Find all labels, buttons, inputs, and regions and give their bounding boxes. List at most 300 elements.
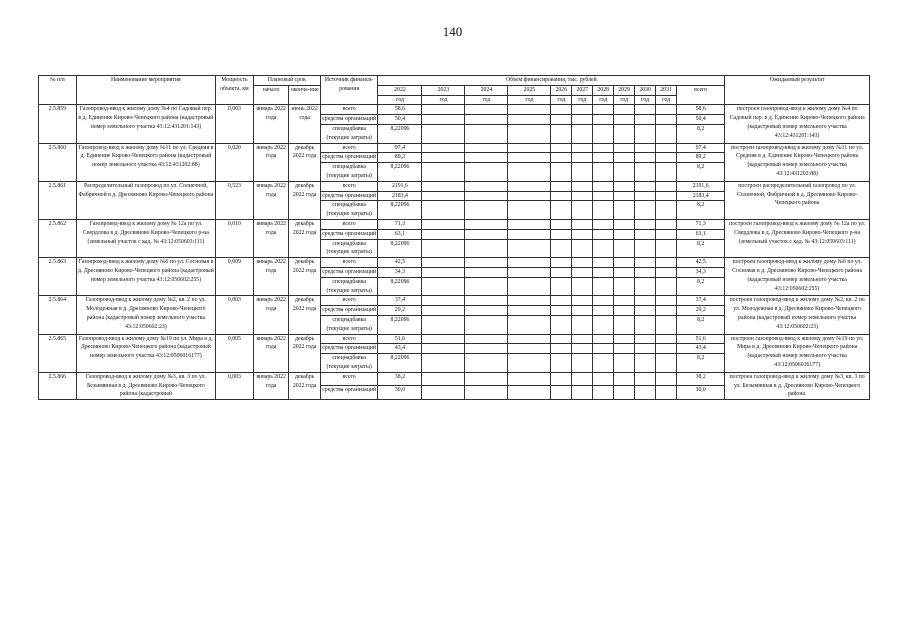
row-year-empty — [422, 354, 465, 373]
row-year-empty — [593, 201, 614, 220]
row-start: январь 2022 года — [253, 181, 289, 219]
row-year-empty — [656, 344, 677, 354]
row-year-empty — [551, 277, 572, 296]
row-year-empty — [508, 229, 551, 239]
row-name: Газопровод-ввод к жилому дому №3, кв. 3 по ул. Безымянная в д. Дресвяново Кирово-Чепецкого района (кадастровый — [76, 372, 215, 399]
row-year-empty — [508, 315, 551, 334]
row-2022-total: 37,4 — [378, 296, 422, 306]
row-year-empty — [635, 344, 656, 354]
row-2022-total: 2191,6 — [378, 181, 422, 191]
row-year-empty — [422, 124, 465, 143]
table-header — [39, 76, 870, 105]
row-year-empty — [422, 334, 465, 344]
row-year-empty — [465, 258, 508, 268]
row-sum-total: 42,5 — [677, 258, 725, 268]
row-year-empty — [551, 191, 572, 201]
row-year-empty — [551, 229, 572, 239]
row-year-empty — [635, 124, 656, 143]
row-end: декабрь 2022 года — [289, 219, 320, 257]
row-sum-total: 38,2 — [677, 372, 725, 386]
row-year-empty — [422, 181, 465, 191]
header-name: Наименование мероприятия — [76, 76, 215, 105]
row-source-org: средства организаций — [320, 153, 378, 163]
row-year-empty — [593, 334, 614, 344]
row-year-empty — [593, 258, 614, 268]
row-sum-org: 63,1 — [677, 229, 725, 239]
row-2022-total: 38,2 — [378, 372, 422, 386]
row-year-empty — [614, 296, 635, 306]
row-year-empty — [593, 386, 614, 400]
row-2022-special: 8,22096 — [378, 354, 422, 373]
row-source-org: средства организаций — [320, 115, 378, 125]
row-start: январь 2022 года — [253, 296, 289, 334]
row-year-empty — [551, 315, 572, 334]
row-2022-special: 8,22096 — [378, 277, 422, 296]
header-year-unit: год — [378, 95, 422, 105]
row-year-empty — [593, 354, 614, 373]
row-name: Газопровод-ввод к жилому дому № 12а по ул. Свердлова в д. Дресвяново Кирово-Чепецкого р-на (земельный участок с кад. № 43:12:050603:111) — [76, 219, 215, 257]
row-year-empty — [614, 191, 635, 201]
row-year-empty — [614, 354, 635, 373]
row-year-empty — [614, 219, 635, 229]
row-source-org: средства организаций — [320, 267, 378, 277]
row-source-all: всего — [320, 372, 378, 386]
row-year-empty — [465, 277, 508, 296]
header-year-unit: год — [614, 95, 635, 105]
row-year-empty — [614, 386, 635, 400]
row-sum-total: 97,4 — [677, 143, 725, 153]
row-number: 2.5.863 — [39, 258, 77, 296]
row-year-empty — [551, 201, 572, 220]
row-year-empty — [508, 143, 551, 153]
row-year-empty — [465, 153, 508, 163]
header-year-unit: год — [593, 95, 614, 105]
row-year-empty — [465, 201, 508, 220]
table-row — [39, 372, 870, 386]
row-year-empty — [635, 191, 656, 201]
row-sum-org: 30,0 — [677, 386, 725, 400]
row-result: построен газопровод-ввод к жилому дому №11 по ул. Средняя в д. Единение Кирово-Чепецкого района (кадастровый номер земельного участка 43:12:431202:88) — [725, 143, 870, 181]
row-year-empty — [656, 229, 677, 239]
row-year-empty — [614, 306, 635, 316]
row-year-empty — [614, 153, 635, 163]
row-year-empty — [656, 386, 677, 400]
row-sum-org: 34,3 — [677, 267, 725, 277]
row-2022-special: 8,22096 — [378, 163, 422, 182]
table-row — [39, 181, 870, 191]
row-year-empty — [422, 372, 465, 386]
row-year-empty — [508, 277, 551, 296]
row-year-empty — [635, 143, 656, 153]
row-year-empty — [465, 163, 508, 182]
row-year-empty — [508, 191, 551, 201]
row-end: июнь 2022 года — [289, 105, 320, 143]
row-year-empty — [656, 219, 677, 229]
header-year: 2029 — [614, 85, 635, 95]
row-end: декабрь 2022 года — [289, 334, 320, 372]
row-power: 0,003 — [216, 296, 254, 334]
row-2022-special: 8,22096 — [378, 124, 422, 143]
row-year-empty — [635, 153, 656, 163]
row-year-empty — [635, 315, 656, 334]
row-year-empty — [614, 239, 635, 258]
row-year-empty — [465, 229, 508, 239]
row-year-empty — [422, 315, 465, 334]
row-year-empty — [656, 153, 677, 163]
table-row — [39, 296, 870, 306]
row-year-empty — [465, 115, 508, 125]
row-year-empty — [465, 219, 508, 229]
row-year-empty — [551, 181, 572, 191]
row-source-special: спецнадбавка (текущие затраты) — [320, 315, 378, 334]
row-sum-total: 71,3 — [677, 219, 725, 229]
row-year-empty — [614, 258, 635, 268]
row-year-empty — [422, 344, 465, 354]
row-sum-org: 89,2 — [677, 153, 725, 163]
row-year-empty — [508, 344, 551, 354]
row-year-empty — [422, 306, 465, 316]
row-year-empty — [593, 239, 614, 258]
header-term-end: оконча-ние — [289, 85, 320, 105]
row-source-special: спецнадбавка (текущие затраты) — [320, 277, 378, 296]
row-start: январь 2022 года — [253, 334, 289, 372]
row-end: декабрь 2022 года — [289, 296, 320, 334]
row-year-empty — [614, 143, 635, 153]
row-year-empty — [572, 354, 593, 373]
row-year-empty — [593, 115, 614, 125]
row-year-empty — [572, 277, 593, 296]
row-2022-org: 43,4 — [378, 344, 422, 354]
row-year-empty — [614, 115, 635, 125]
row-name: Газопровод-ввод к жилому дому №2, кв. 2 по ул. Молодежная в д. Дресвяново Кирово-Чепецкого района (кадастровый номер земельного участка 43:12:050602:23) — [76, 296, 215, 334]
row-end: декабрь 2022 года — [289, 258, 320, 296]
row-year-empty — [465, 315, 508, 334]
row-end: декабрь 2022 года — [289, 372, 320, 399]
row-sum-org: 43,4 — [677, 344, 725, 354]
row-sum-org: 29,2 — [677, 306, 725, 316]
row-2022-org: 50,4 — [378, 115, 422, 125]
row-2022-org: 29,2 — [378, 306, 422, 316]
row-year-empty — [508, 153, 551, 163]
row-result: построен газопровод-ввод к жилому дому №2, кв. 2 по ул. Молодежная в д. Дресвяново Кирово-Чепецкого района (кадастровый номер земельного участка 43:12:050602:23) — [725, 296, 870, 334]
row-year-empty — [593, 315, 614, 334]
table-row — [39, 219, 870, 229]
row-2022-org: 2183,4 — [378, 191, 422, 201]
row-year-empty — [551, 354, 572, 373]
row-source-all: всего — [320, 143, 378, 153]
header-year: 2026 — [551, 85, 572, 95]
row-sum-total: 37,4 — [677, 296, 725, 306]
row-year-empty — [614, 315, 635, 334]
row-year-empty — [508, 354, 551, 373]
row-year-empty — [422, 239, 465, 258]
row-year-empty — [593, 344, 614, 354]
header-year: 2031 — [656, 85, 677, 95]
row-year-empty — [551, 372, 572, 386]
row-year-empty — [508, 334, 551, 344]
header-year-unit: год — [465, 95, 508, 105]
row-year-empty — [656, 105, 677, 115]
row-year-empty — [422, 191, 465, 201]
row-name: Распределительный газопровод по ул. Солнечной, Фабричной в д. Дресвяново Кирово-Чепецкого района — [76, 181, 215, 219]
row-year-empty — [508, 163, 551, 182]
row-source-special: спецнадбавка (текущие затраты) — [320, 163, 378, 182]
row-year-empty — [635, 386, 656, 400]
row-year-empty — [614, 267, 635, 277]
row-year-empty — [614, 372, 635, 386]
row-year-empty — [465, 296, 508, 306]
row-power: 0,020 — [216, 143, 254, 181]
row-year-empty — [422, 229, 465, 239]
row-year-empty — [656, 277, 677, 296]
row-year-empty — [572, 219, 593, 229]
row-result: построен газопровод-ввод к жилому дому №6 по ул. Сосновая в д. Дресвяново Кирово-Чепецкого района (кадастровый номер земельного участка 43:12:050602:255) — [725, 258, 870, 296]
row-year-empty — [551, 124, 572, 143]
row-year-empty — [614, 163, 635, 182]
row-2022-org: 30,0 — [378, 386, 422, 400]
header-year: 2030 — [635, 85, 656, 95]
row-year-empty — [656, 181, 677, 191]
row-power: 0,523 — [216, 181, 254, 219]
row-year-empty — [635, 277, 656, 296]
row-year-empty — [614, 105, 635, 115]
row-year-empty — [551, 306, 572, 316]
row-year-empty — [508, 201, 551, 220]
header-year: 2028 — [593, 85, 614, 95]
row-start: январь 2022 года — [253, 372, 289, 399]
row-year-empty — [593, 229, 614, 239]
row-source-all: всего — [320, 219, 378, 229]
row-2022-total: 71,3 — [378, 219, 422, 229]
row-year-empty — [508, 386, 551, 400]
row-year-empty — [422, 143, 465, 153]
row-year-empty — [614, 277, 635, 296]
row-year-empty — [422, 105, 465, 115]
row-year-empty — [656, 239, 677, 258]
row-year-empty — [656, 372, 677, 386]
row-year-empty — [572, 229, 593, 239]
row-year-empty — [572, 124, 593, 143]
row-name: Газопровод-ввод к жилому дому №4 по Садовый пер. в д. Единение Кирово-Чепецкого района (кадастровый номер земельного участка 43:12:431201:143) — [76, 105, 215, 143]
row-year-empty — [422, 201, 465, 220]
table-body — [39, 105, 870, 400]
row-number: 2.5.859 — [39, 105, 77, 143]
row-sum-org: 50,4 — [677, 115, 725, 125]
row-year-empty — [593, 153, 614, 163]
row-year-empty — [572, 105, 593, 115]
row-source-org: средства организаций — [320, 191, 378, 201]
row-result: построен газопровод-ввод к жилому дому №3, кв. 3 по ул. Безымянная в д. Дресвяново Кирово-Чепецкого района. — [725, 372, 870, 399]
row-start: январь 2022 года — [253, 105, 289, 143]
row-year-empty — [593, 143, 614, 153]
row-year-empty — [465, 334, 508, 344]
row-power: 0,009 — [216, 258, 254, 296]
row-sum-special: 8,2 — [677, 163, 725, 182]
row-year-empty — [572, 296, 593, 306]
row-2022-total: 42,5 — [378, 258, 422, 268]
row-source-special: спецнадбавка (текущие затраты) — [320, 124, 378, 143]
row-source-special: спецнадбавка (текущие затраты) — [320, 201, 378, 220]
row-sum-total: 2191,6 — [677, 181, 725, 191]
row-source-org: средства организаций — [320, 229, 378, 239]
row-year-empty — [551, 386, 572, 400]
row-year-empty — [508, 105, 551, 115]
row-year-empty — [465, 239, 508, 258]
row-year-empty — [465, 372, 508, 386]
row-year-empty — [465, 105, 508, 115]
row-year-empty — [465, 354, 508, 373]
row-year-empty — [508, 239, 551, 258]
row-year-empty — [593, 191, 614, 201]
row-name: Газопровод-ввод к жилому дому №19 по ул. Мира в д. Дресвяново Кирово-Чепецкого района (кадастровый номер земельного участка 43:12:0506016177) — [76, 334, 215, 372]
row-year-empty — [572, 201, 593, 220]
row-year-empty — [551, 105, 572, 115]
row-source-special: спецнадбавка (текущие затраты) — [320, 354, 378, 373]
row-year-empty — [572, 143, 593, 153]
row-year-empty — [656, 267, 677, 277]
header-year: 2027 — [572, 85, 593, 95]
row-year-empty — [635, 105, 656, 115]
row-year-empty — [422, 296, 465, 306]
row-year-empty — [614, 229, 635, 239]
row-year-empty — [593, 372, 614, 386]
row-year-empty — [465, 267, 508, 277]
row-year-empty — [635, 334, 656, 344]
header-num: № п/п — [39, 76, 77, 105]
row-2022-special: 8,22096 — [378, 201, 422, 220]
row-2022-special: 8,22096 — [378, 315, 422, 334]
row-number: 2.5.861 — [39, 181, 77, 219]
row-year-empty — [551, 239, 572, 258]
row-year-empty — [656, 315, 677, 334]
row-year-empty — [465, 191, 508, 201]
row-year-empty — [572, 372, 593, 386]
row-year-empty — [572, 334, 593, 344]
row-year-empty — [656, 296, 677, 306]
header-year-unit: год — [422, 95, 465, 105]
row-start: январь 2022 года — [253, 258, 289, 296]
row-end: декабрь 2022 года — [289, 181, 320, 219]
row-name: Газопровод-ввод к жилому дому №11 по ул. Средняя в д. Единение Кирово-Чепецкого района (кадастровый номер земельного участка 43:12:431202:88) — [76, 143, 215, 181]
page-number: 140 — [442, 24, 463, 39]
row-year-empty — [508, 267, 551, 277]
row-year-empty — [508, 306, 551, 316]
table-row — [39, 143, 870, 153]
row-sum-special: 8,2 — [677, 315, 725, 334]
row-year-empty — [635, 163, 656, 182]
row-number: 2.5.864 — [39, 296, 77, 334]
row-year-empty — [422, 219, 465, 229]
table-row — [39, 334, 870, 344]
row-year-empty — [635, 296, 656, 306]
header-source: Источник финанси-рования — [320, 76, 378, 105]
header-year-unit: год — [508, 95, 551, 105]
row-year-empty — [465, 181, 508, 191]
row-number: 2.5.866 — [39, 372, 77, 399]
row-year-empty — [593, 277, 614, 296]
row-number: 2.5.865 — [39, 334, 77, 372]
row-source-org: средства организаций — [320, 344, 378, 354]
row-year-empty — [465, 306, 508, 316]
row-year-empty — [656, 124, 677, 143]
row-year-empty — [508, 372, 551, 386]
row-year-empty — [422, 386, 465, 400]
header-term: Плановый срок — [253, 76, 320, 86]
row-start: январь 2022 года — [253, 219, 289, 257]
row-year-empty — [551, 143, 572, 153]
row-year-empty — [656, 334, 677, 344]
row-number: 2.5.862 — [39, 219, 77, 257]
row-result: построен газопровод-ввод к жилому дому №19 по ул. Мира в д. Дресвяново Кирово-Чепецкого района (кадастровый номер земельного участка 43:12:0506016177) — [725, 334, 870, 372]
row-year-empty — [635, 372, 656, 386]
row-2022-special: 8,22096 — [378, 239, 422, 258]
table-row — [39, 258, 870, 268]
row-year-empty — [635, 181, 656, 191]
row-source-all: всего — [320, 334, 378, 344]
table-row — [39, 105, 870, 115]
row-year-empty — [551, 344, 572, 354]
row-source-special: спецнадбавка (текущие затраты) — [320, 239, 378, 258]
row-year-empty — [656, 306, 677, 316]
row-year-empty — [635, 354, 656, 373]
row-year-empty — [508, 115, 551, 125]
row-sum-org: 2183,4 — [677, 191, 725, 201]
row-year-empty — [635, 201, 656, 220]
row-year-empty — [465, 386, 508, 400]
row-sum-special: 8,2 — [677, 277, 725, 296]
row-year-empty — [656, 201, 677, 220]
row-2022-total: 58,6 — [378, 105, 422, 115]
row-year-empty — [465, 344, 508, 354]
row-year-empty — [422, 163, 465, 182]
row-year-empty — [593, 124, 614, 143]
header-year: 2022 — [378, 85, 422, 95]
row-year-empty — [593, 296, 614, 306]
row-year-empty — [656, 163, 677, 182]
row-year-empty — [551, 258, 572, 268]
row-source-all: всего — [320, 181, 378, 191]
row-year-empty — [422, 153, 465, 163]
row-year-empty — [593, 163, 614, 182]
row-year-empty — [508, 258, 551, 268]
row-name: Газопровод-ввод к жилому дому №6 по ул. Сосновая в д. Дресвяново Кирово-Чепецкого района (кадастровый номер земельного участка 43:12:050602:255) — [76, 258, 215, 296]
row-year-empty — [656, 191, 677, 201]
row-2022-total: 97,4 — [378, 143, 422, 153]
row-year-empty — [572, 258, 593, 268]
row-source-all: всего — [320, 258, 378, 268]
header-volume: Объем финансирования, тыс. рублей — [378, 76, 725, 86]
row-year-empty — [614, 181, 635, 191]
row-year-empty — [572, 153, 593, 163]
row-sum-total: 51,6 — [677, 334, 725, 344]
row-year-empty — [508, 124, 551, 143]
row-sum-special: 8,2 — [677, 124, 725, 143]
row-year-empty — [508, 181, 551, 191]
row-year-empty — [551, 153, 572, 163]
row-year-empty — [422, 258, 465, 268]
row-end: декабрь 2022 года — [289, 143, 320, 181]
row-year-empty — [656, 143, 677, 153]
header-total: всего — [677, 85, 725, 105]
row-year-empty — [572, 386, 593, 400]
row-year-empty — [614, 344, 635, 354]
row-result: построен газопровод-ввод к жилому дому № 12а по ул. Свердлова в д. Дресвяново Кирово-Чепецкого р-на (земельный участок с кад. № 43:12:050603:111) — [725, 219, 870, 257]
row-sum-special: 8,2 — [677, 354, 725, 373]
row-source-all: всего — [320, 296, 378, 306]
row-year-empty — [593, 181, 614, 191]
row-year-empty — [572, 315, 593, 334]
row-2022-total: 51,6 — [378, 334, 422, 344]
